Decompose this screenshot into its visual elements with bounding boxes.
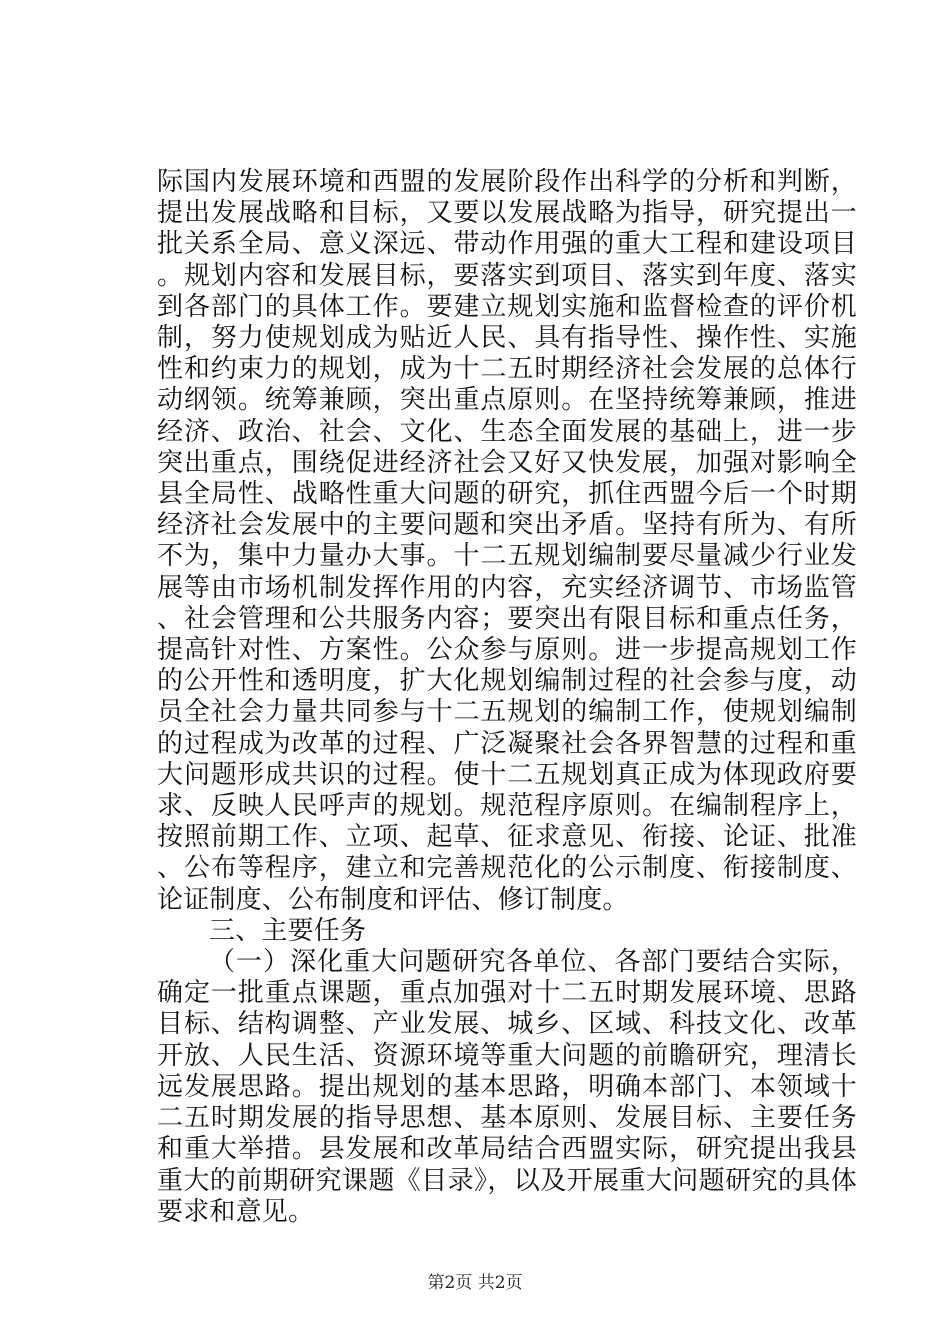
body-paragraph-1: 际国内发展环境和西盟的发展阶段作出科学的分析和判断，提出发展战略和目标，又要以发展战略为指导，研究提出一批关系全局、意义深远、带动作用强的重大工程和建设项目。规划内容和发展目标，要落实到项目、落实到年度、落实到各部门的具体工作。要建立规划实施和监督检查的评价机制，努力使规划成为贴近人民、具有指导性、操作性、实施性和约束力的规划，成为十二五时期经济社会发展的总体行动纲领。统筹兼顾，突出重点原则。在坚持统筹兼顾，推进经济、政治、社会、文化、生态全面发展的基础上，进一步突出重点，围绕促进经济社会又好又快发展，加强对影响全县全局性、战略性重大问题的研究，抓住西盟今后一个时期经济社会发展中的主要问题和突出矛盾。坚持有所为、有所不为，集中力量办大事。十二五规划编制要尽量减少行业发展等由市场机制发挥作用的内容，充实经济调节、市场监管、社会管理和公共服务内容；要突出有限目标和重点任务，提高针对性、方案性。公众参与原则。进一步提高规划工作的公开性和透明度，扩大化规划编制过程的社会参与度，动员全社会力量共同参与十二五规划的编制工作，使规划编制的过程成为改革的过程、广泛凝聚社会各界智慧的过程和重大问题形成共识的过程。使十二五规划真正成为体现政府要求、反映人民呼声的规划。规范程序原则。在编制程序上，按照前期工作、立项、起草、征求意见、衔接、论证、批准、公布等程序，建立和完善规范化的公示制度、衔接制度、论证制度、公布制度和评估、修订制度。 [157,167,857,915]
document-body [157,167,857,1228]
body-paragraph-2: （一）深化重大问题研究各单位、各部门要结合实际，确定一批重点课题，重点加强对十二五时期发展环境、思路目标、结构调整、产业发展、城乡、区域、科技文化、改革开放、人民生活、资源环境等重大问题的前瞻研究，理清长远发展思路。提出规划的基本思路，明确本部门、本领域十二五时期发展的指导思想、基本原则、发展目标、主要任务和重大举措。县发展和改革局结合西盟实际，研究提出我县重大的前期研究课题《目录》，以及开展重大问题研究的具体要求和意见。 [157,947,857,1227]
page-footer: 第2页 共2页 [427,1273,523,1293]
section-heading-main-tasks: 三、主要任务 [209,915,367,946]
